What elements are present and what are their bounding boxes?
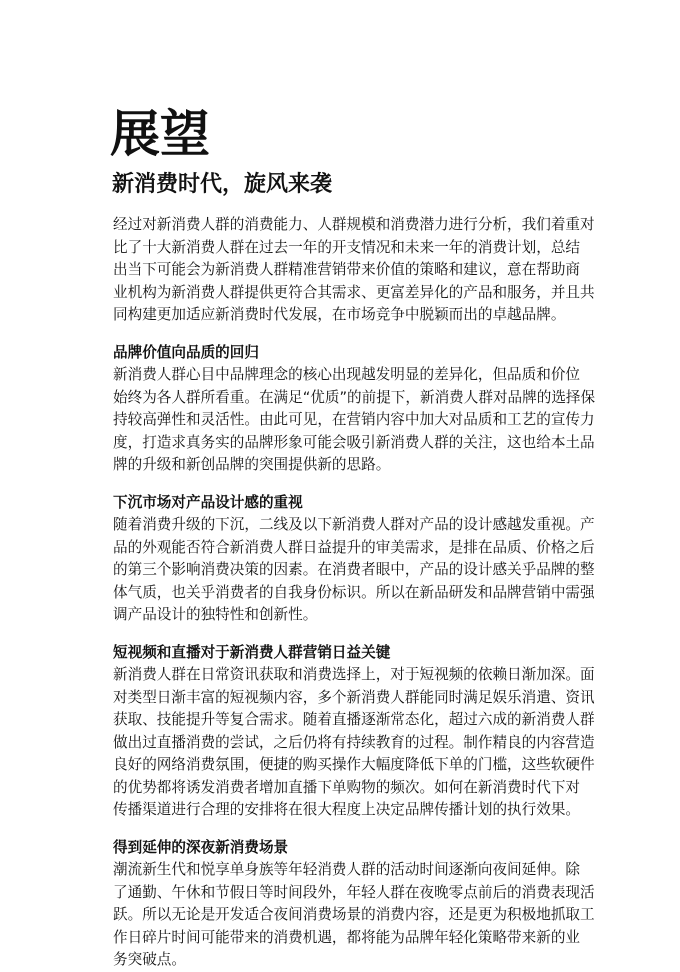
text-line: 同构建更加适应新消费时代发展，在市场竞争中脱颖而出的卓越品牌。 <box>113 306 566 323</box>
text-line: 了通勤、午休和节假日等时间段外，年轻人群在夜晚零点前后的消费表现活 <box>113 883 595 901</box>
text-line: 持较高弹性和灵活性。由此可见，在营销内容中加大对品质和工艺的宣传力 <box>113 411 595 428</box>
text-line: 牌的升级和新创品牌的突围提供新的思路。 <box>113 456 391 473</box>
section-heading: 短视频和直播对于新消费人群营销日益关键 <box>113 643 391 661</box>
text-line: 跃。所以无论是开发适合夜间消费场景的消费内容，还是更为积极地抓取工 <box>113 906 595 923</box>
document-body <box>113 214 596 972</box>
text-line: 新消费人群心目中品牌理念的核心出现越发明显的差异化，但品质和价位 <box>113 366 581 383</box>
text-line: 经过对新消费人群的消费能力、人群规模和消费潜力进行分析，我们着重对 <box>113 216 595 233</box>
text-line: 的第三个影响消费决策的因素。在消费者眼中，产品的设计感关乎品牌的整 <box>113 561 595 578</box>
text-line: 出当下可能会为新消费人群精准营销带来价值的策略和建议，意在帮助商 <box>113 261 581 278</box>
text-line: 随着消费升级的下沉，二线及以下新消费人群对产品的设计感越发重视。产 <box>113 516 595 533</box>
page-subtitle: 新消费时代，旋风来袭 <box>112 172 333 197</box>
text-line: 的优势都将诱发消费者增加直播下单购物的频次。如何在新消费时代下对 <box>113 778 581 796</box>
text-line: 度，打造求真务实的品牌形象可能会吸引新消费人群的关注，这也给本土品 <box>113 433 595 451</box>
section-heading: 品牌价值向品质的回归 <box>113 343 259 361</box>
intro-paragraph <box>113 214 595 327</box>
section-design-sense <box>113 492 595 627</box>
text-line: 比了十大新消费人群在过去一年的开支情况和未来一年的消费计划，总结 <box>113 238 581 256</box>
text-line: 做出过直播消费的尝试，之后仍将有持续教育的过程。制作精良的内容营造 <box>113 733 595 751</box>
text-line: 务突破点。 <box>113 951 186 968</box>
text-line: 对类型日渐丰富的短视频内容，多个新消费人群能同时满足娱乐消遣、资讯 <box>113 688 595 706</box>
text-line: 调产品设计的独特性和创新性。 <box>113 606 318 623</box>
page-title: 展望 <box>110 105 210 163</box>
section-short-video-live <box>113 642 595 822</box>
text-line: 良好的网络消费氛围，便捷的购买操作大幅度降低下单的门槛，这些软硬件 <box>113 756 595 773</box>
text-line: 业机构为新消费人群提供更符合其需求、更富差异化的产品和服务，并且共 <box>113 283 595 301</box>
text-line: 传播渠道进行合理的安排将在很大程度上决定品牌传播计划的执行效果。 <box>113 801 581 818</box>
text-line: 体气质，也关乎消费者的自我身份标识。所以在新品研发和品牌营销中需强 <box>113 583 595 601</box>
text-line: 获取、技能提升等复合需求。随着直播逐渐常态化，超过六成的新消费人群 <box>113 711 595 728</box>
section-heading: 得到延伸的深夜新消费场景 <box>113 838 289 856</box>
text-line: 始终为各人群所看重。在满足“优质”的前提下，新消费人群对品牌的选择保 <box>113 388 596 406</box>
text-line: 新消费人群在日常资讯获取和消费选择上，对于短视频的依赖日渐加深。面 <box>113 666 595 683</box>
section-brand-quality <box>113 342 596 477</box>
section-heading: 下沉市场对产品设计感的重视 <box>113 493 303 511</box>
section-late-night <box>113 837 595 972</box>
text-line: 潮流新生代和悦享单身族等年轻消费人群的活动时间逐渐向夜间延伸。除 <box>113 861 581 878</box>
text-line: 品的外观能否符合新消费人群日益提升的审美需求，是排在品质、价格之后 <box>113 538 595 556</box>
text-line: 作日碎片时间可能带来的消费机遇，都将能为品牌年轻化策略带来新的业 <box>113 928 581 946</box>
